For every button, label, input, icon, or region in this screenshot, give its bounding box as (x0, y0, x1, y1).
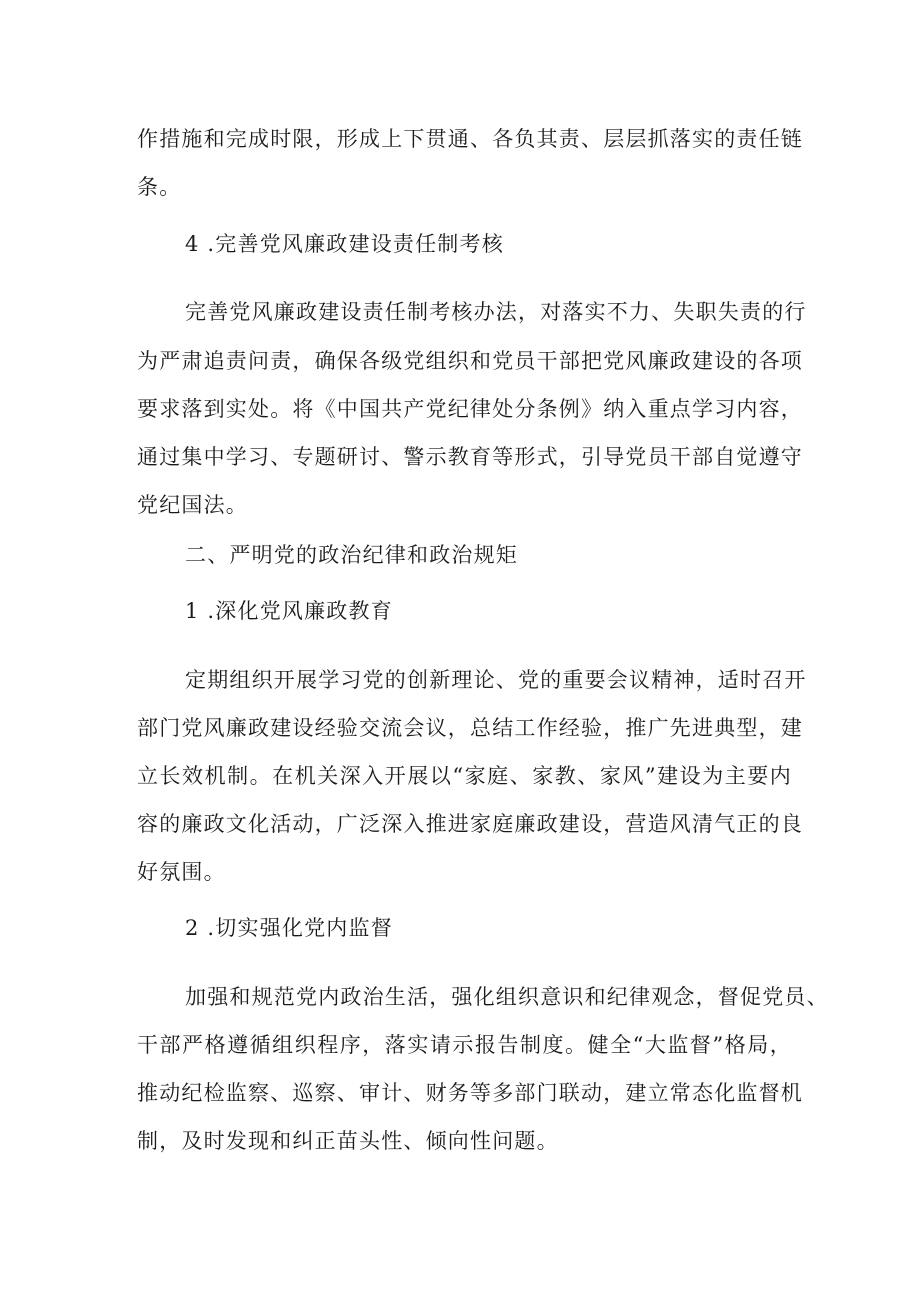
paragraph-line: 为严肃追责问责，确保各级党组织和党员干部把党风廉政建设的各项 (137, 349, 803, 373)
paragraph-line: 推动纪检监察、巡察、审计、财务等多部门联动，建立常态化监督机 (137, 1081, 803, 1105)
paragraph-line: 好氛围。 (137, 860, 226, 884)
paragraph-line: 部门党风廉政建设经验交流会议，总结工作经验，推广先进典型，建 (137, 716, 803, 740)
paragraph-line: 定期组织开展学习党的创新理论、党的重要会议精神，适时召开 (185, 668, 807, 692)
paragraph-line: 要求落到实处。将《中国共产党纪律处分条例》纳入重点学习内容， (137, 397, 803, 421)
paragraph-line: 通过集中学习、专题研讨、警示教育等形式，引导党员干部自觉遵守 (137, 445, 803, 469)
paragraph-line: 容的廉政文化活动，广泛深入推进家庭廉政建设，营造风清气正的良 (137, 812, 803, 836)
paragraph-line: 立长效机制。在机关深入开展以“家庭、家教、家风”建设为主要内 (137, 764, 792, 788)
paragraph-line: 制，及时发现和纠正苗头性、倾向性问题。 (137, 1129, 559, 1153)
paragraph-line: 完善党风廉政建设责任制考核办法，对落实不力、失职失责的行 (185, 300, 807, 324)
paragraph-line: 作措施和完成时限，形成上下贯通、各负其责、层层抓落实的责任链 (137, 127, 803, 151)
section-heading: 2 .切实强化党内监督 (185, 916, 393, 940)
paragraph-line: 加强和规范党内政治生活，强化组织意识和纪律观念，督促党员、 (185, 985, 829, 1009)
paragraph-line: 干部严格遵循组织程序，落实请示报告制度。健全“大监督”格局， (137, 1033, 792, 1057)
paragraph-line: 党纪国法。 (137, 493, 248, 517)
paragraph-line: 条。 (137, 175, 182, 199)
chapter-heading: 二、严明党的政治纪律和政治规矩 (185, 543, 518, 567)
section-heading: 1 .深化党风廉政教育 (185, 599, 393, 623)
section-heading: 4 .完善党风廉政建设责任制考核 (185, 232, 504, 256)
